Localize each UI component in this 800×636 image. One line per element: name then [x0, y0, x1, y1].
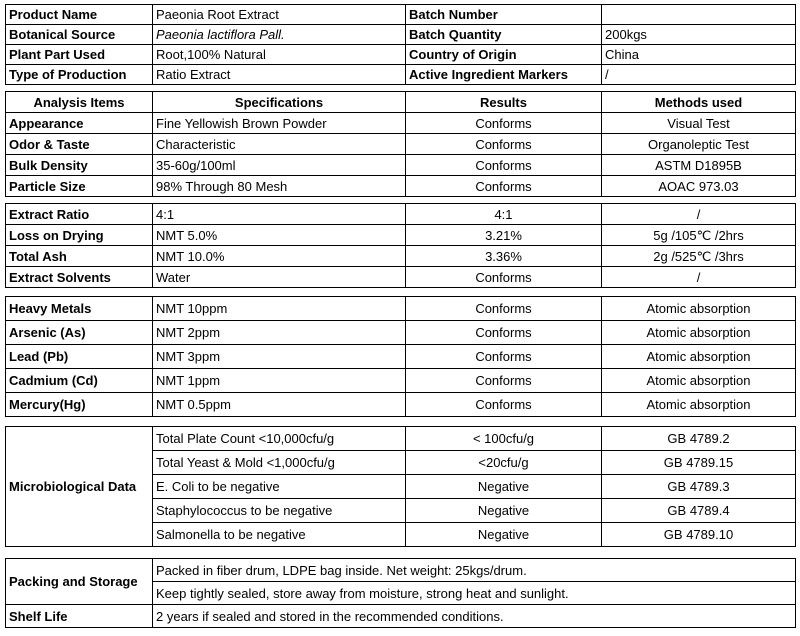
micro-method: GB 4789.15: [602, 451, 796, 475]
physical-analysis-table: [5, 91, 796, 197]
batch-number-label: Batch Number: [406, 5, 602, 25]
product-info-table: [5, 4, 796, 85]
item-name: Lead (Pb): [6, 345, 153, 369]
item-spec: 35-60g/100ml: [153, 155, 406, 176]
micro-method: GB 4789.4: [602, 499, 796, 523]
micro-spec: Total Plate Count <10,000cfu/g: [153, 427, 406, 451]
item-result: Conforms: [406, 345, 602, 369]
item-method: Atomic absorption: [602, 297, 796, 321]
product-name-label: Product Name: [6, 5, 153, 25]
item-name: Appearance: [6, 113, 153, 134]
micro-result: < 100cfu/g: [406, 427, 602, 451]
item-spec: NMT 5.0%: [153, 225, 406, 246]
table-row: [6, 393, 796, 417]
table-row: [6, 113, 796, 134]
micro-spec: Staphylococcus to be negative: [153, 499, 406, 523]
table-row: [6, 204, 796, 225]
item-spec: NMT 3ppm: [153, 345, 406, 369]
batch-number-value: [602, 5, 796, 25]
item-name: Odor & Taste: [6, 134, 153, 155]
table-row: [6, 155, 796, 176]
item-name: Cadmium (Cd): [6, 369, 153, 393]
item-name: Particle Size: [6, 176, 153, 197]
item-method: /: [602, 267, 796, 288]
production-type-value: Ratio Extract: [153, 65, 406, 85]
item-method: Atomic absorption: [602, 321, 796, 345]
item-result: Conforms: [406, 321, 602, 345]
table-row: [6, 246, 796, 267]
heavy-metals-table: [5, 296, 796, 417]
batch-quantity-value: 200kgs: [602, 25, 796, 45]
table-row: [6, 267, 796, 288]
item-result: 3.36%: [406, 246, 602, 267]
storage-table: [5, 558, 796, 628]
item-spec: Fine Yellowish Brown Powder: [153, 113, 406, 134]
micro-result: Negative: [406, 523, 602, 547]
item-spec: 4:1: [153, 204, 406, 225]
item-result: 3.21%: [406, 225, 602, 246]
item-method: 5g /105℃ /2hrs: [602, 225, 796, 246]
item-name: Extract Ratio: [6, 204, 153, 225]
product-name-value: Paeonia Root Extract: [153, 5, 406, 25]
table-row: [6, 321, 796, 345]
country-value: China: [602, 45, 796, 65]
header-results: Results: [406, 92, 602, 113]
shelf-life-label: Shelf Life: [6, 605, 153, 628]
item-name: Heavy Metals: [6, 297, 153, 321]
table-row: [6, 369, 796, 393]
item-result: 4:1: [406, 204, 602, 225]
item-name: Loss on Drying: [6, 225, 153, 246]
item-result: Conforms: [406, 267, 602, 288]
microbiological-table: [5, 426, 796, 547]
botanical-source-label: Botanical Source: [6, 25, 153, 45]
item-spec: Water: [153, 267, 406, 288]
micro-spec: E. Coli to be negative: [153, 475, 406, 499]
item-spec: NMT 10ppm: [153, 297, 406, 321]
item-result: Conforms: [406, 176, 602, 197]
storage-text: Keep tightly sealed, store away from moisture, strong heat and sunlight.: [153, 582, 796, 605]
item-method: ASTM D1895B: [602, 155, 796, 176]
item-method: Organoleptic Test: [602, 134, 796, 155]
item-result: Conforms: [406, 155, 602, 176]
item-name: Mercury(Hg): [6, 393, 153, 417]
production-type-label: Type of Production: [6, 65, 153, 85]
item-result: Conforms: [406, 297, 602, 321]
table-row: [6, 176, 796, 197]
item-result: Conforms: [406, 113, 602, 134]
item-spec: NMT 10.0%: [153, 246, 406, 267]
plant-part-label: Plant Part Used: [6, 45, 153, 65]
table-row: [6, 297, 796, 321]
item-method: Atomic absorption: [602, 393, 796, 417]
item-name: Total Ash: [6, 246, 153, 267]
item-method: 2g /525℃ /3hrs: [602, 246, 796, 267]
extract-table: [5, 203, 796, 288]
item-method: AOAC 973.03: [602, 176, 796, 197]
micro-result: Negative: [406, 475, 602, 499]
item-method: Visual Test: [602, 113, 796, 134]
item-result: Conforms: [406, 369, 602, 393]
item-spec: NMT 0.5ppm: [153, 393, 406, 417]
header-methods: Methods used: [602, 92, 796, 113]
packing-text: Packed in fiber drum, LDPE bag inside. Net weight: 25kgs/drum.: [153, 559, 796, 582]
markers-value: /: [602, 65, 796, 85]
header-analysis-items: Analysis Items: [6, 92, 153, 113]
microbiological-label: Microbiological Data: [6, 427, 153, 547]
batch-quantity-label: Batch Quantity: [406, 25, 602, 45]
item-result: Conforms: [406, 134, 602, 155]
item-result: Conforms: [406, 393, 602, 417]
micro-result: Negative: [406, 499, 602, 523]
micro-method: GB 4789.2: [602, 427, 796, 451]
botanical-source-value: Paeonia lactiflora Pall.: [153, 25, 406, 45]
item-method: /: [602, 204, 796, 225]
header-specifications: Specifications: [153, 92, 406, 113]
table-row: [6, 134, 796, 155]
markers-label: Active Ingredient Markers: [406, 65, 602, 85]
country-label: Country of Origin: [406, 45, 602, 65]
micro-spec: Salmonella to be negative: [153, 523, 406, 547]
micro-method: GB 4789.3: [602, 475, 796, 499]
item-spec: NMT 1ppm: [153, 369, 406, 393]
item-spec: NMT 2ppm: [153, 321, 406, 345]
table-row: [6, 345, 796, 369]
item-name: Extract Solvents: [6, 267, 153, 288]
item-method: Atomic absorption: [602, 345, 796, 369]
shelf-life-text: 2 years if sealed and stored in the recommended conditions.: [153, 605, 796, 628]
item-method: Atomic absorption: [602, 369, 796, 393]
micro-spec: Total Yeast & Mold <1,000cfu/g: [153, 451, 406, 475]
plant-part-value: Root,100% Natural: [153, 45, 406, 65]
item-spec: Characteristic: [153, 134, 406, 155]
micro-result: <20cfu/g: [406, 451, 602, 475]
item-name: Arsenic (As): [6, 321, 153, 345]
table-row: [6, 225, 796, 246]
packing-storage-label: Packing and Storage: [6, 559, 153, 605]
item-spec: 98% Through 80 Mesh: [153, 176, 406, 197]
micro-method: GB 4789.10: [602, 523, 796, 547]
item-name: Bulk Density: [6, 155, 153, 176]
table-row: [6, 427, 796, 451]
